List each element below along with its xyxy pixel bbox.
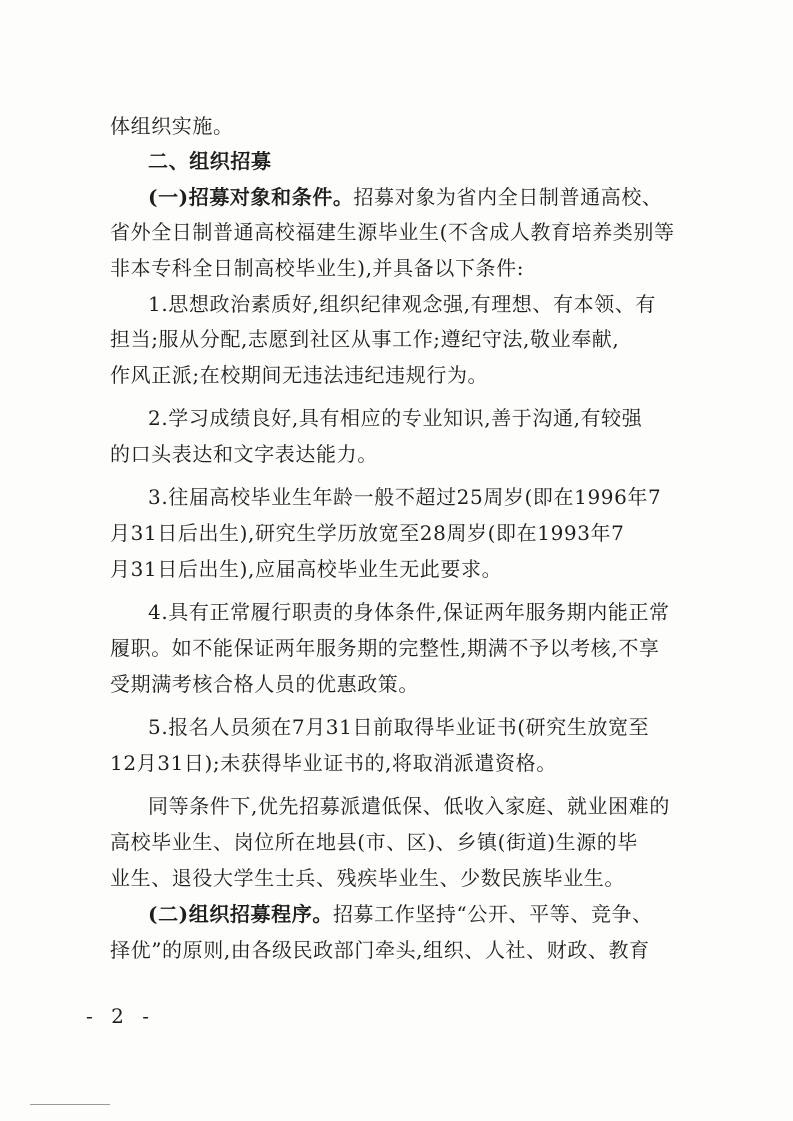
text-line: 3.往届高校毕业生年龄一般不超过25周岁(即在1996年7 (148, 485, 662, 509)
text-line (148, 900, 738, 928)
text-line: 月31日后出生),应届高校毕业生无此要求。 (110, 557, 503, 581)
bottom-rule (30, 1104, 110, 1105)
text-line: 月31日后出生),研究生学历放宽至28周岁(即在1993年7 (110, 521, 625, 545)
text-line: 作风正派;在校期间无违法违纪违规行为。 (110, 363, 489, 387)
text-line: 担当;服从分配,志愿到社区从事工作;遵纪守法,敬业奉献, (110, 327, 620, 351)
text-span: 招募对象为省内全日制普通高校、 (353, 185, 663, 209)
text-line: 高校毕业生、岗位所在地县(市、区)、乡镇(街道)生源的毕 (110, 830, 639, 854)
text-line: 12月31日);未获得毕业证书的,将取消派遣资格。 (110, 751, 557, 775)
text-span: 招募工作坚持“公开、平等、竞争、 (332, 902, 653, 926)
text-line: 业生、退役大学生士兵、残疾毕业生、少数民族毕业生。 (110, 866, 625, 890)
text-line: 受期满考核合格人员的优惠政策。 (110, 672, 419, 696)
subsection-heading: (一)招募对象和条件。 (148, 185, 354, 209)
text-line: 1.思想政治素质好,组织纪律观念强,有理想、有本领、有 (148, 292, 656, 316)
text-line: 非本专科全日制高校毕业生),并具备以下条件: (110, 256, 525, 280)
text-line: 省外全日制普通高校福建生源毕业生(不含成人教育培养类别等 (110, 220, 675, 244)
text-line: 4.具有正常履行职责的身体条件,保证两年服务期内能正常 (148, 600, 670, 624)
text-line: 履职。如不能保证两年服务期的完整性,期满不予以考核,不享 (110, 636, 660, 660)
text-line: 体组织实施。 (110, 114, 234, 138)
subsection-heading: (二)组织招募程序。 (148, 902, 333, 926)
text-line (148, 183, 738, 211)
text-line: 的口头表达和文字表达能力。 (110, 442, 378, 466)
text-line: 5.报名人员须在7月31日前取得毕业证书(研究生放宽至 (148, 715, 650, 739)
page-number: - 2 - (86, 1004, 155, 1028)
text-line: 择优”的原则,由各级民政部门牵头,组织、人社、财政、教育 (110, 938, 650, 962)
section-heading: 二、组织招募 (148, 149, 272, 173)
text-line: 2.学习成绩良好,具有相应的专业知识,善于沟通,有较强 (148, 406, 643, 430)
text-line: 同等条件下,优先招募派遣低保、低收入家庭、就业困难的 (148, 794, 670, 818)
